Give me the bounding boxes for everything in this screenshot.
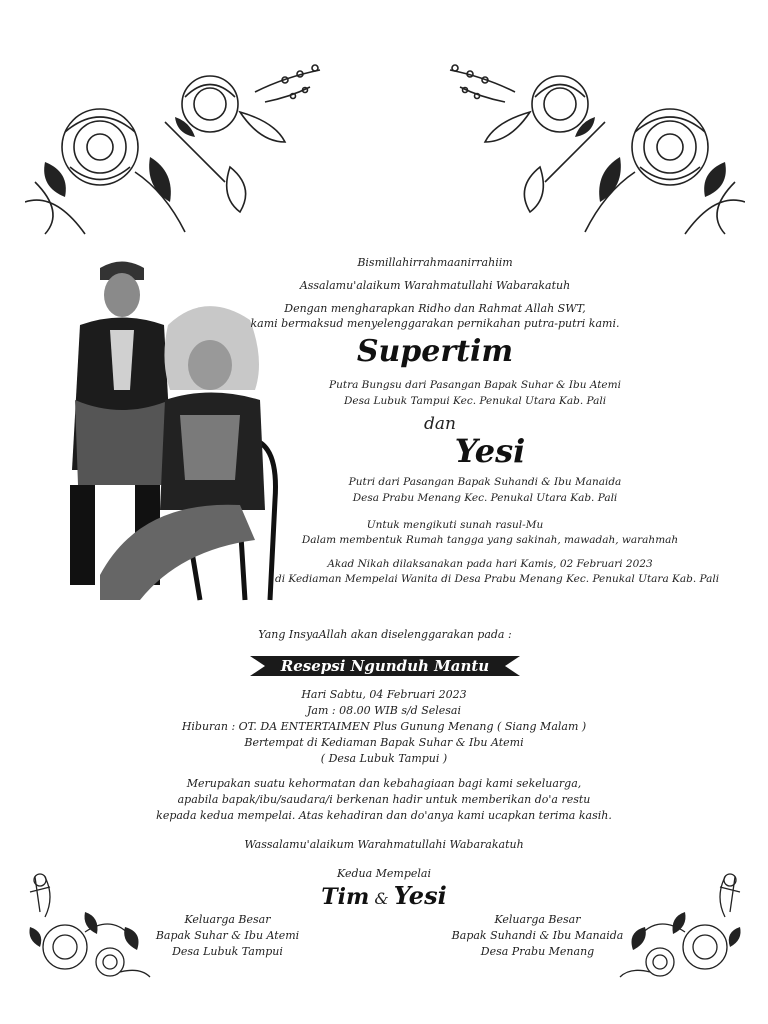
reception-time: Jam : 08.00 WIB s/d Selesai — [307, 704, 461, 717]
family-right-title: Keluarga Besar — [494, 913, 581, 926]
family-left-title: Keluarga Besar — [184, 913, 271, 926]
signature-lead: Kedua Mempelai — [337, 867, 431, 880]
closing-line-2: apabila bapak/ibu/saudara/i berkenan hadir untuk memberikan do'a restu — [177, 793, 591, 806]
intro-line-2: kami bermaksud menyelenggarakan pernikahan putra-putri kami. — [250, 317, 620, 330]
bride-parents: Putri dari Pasangan Bapak Suhandi & Ibu Manaida — [348, 476, 622, 488]
bismillah: Bismillahirrahmaanirrahiim — [357, 256, 513, 269]
floral-bottom-left — [25, 872, 155, 982]
family-right-place: Desa Prabu Menang — [480, 945, 595, 958]
bride-address: Desa Prabu Menang Kec. Penukal Utara Kab. Pali — [352, 492, 618, 504]
reception-banner-text: Resepsi Ngunduh Mantu — [280, 657, 490, 675]
floral-top-left — [25, 62, 335, 237]
signature-name-left: Tim — [321, 884, 370, 910]
closing-line-1: Merupakan suatu kehormatan dan kebahagiaan bagi kami sekeluarga, — [186, 777, 582, 790]
signature-name-right: Yesi — [393, 881, 447, 910]
akad-line-2: di Kediaman Mempelai Wanita di Desa Prabu Menang Kec. Penukal Utara Kab. Pali — [275, 573, 720, 585]
salam-open: Assalamu'alaikum Warahmatullahi Wabarakatuh — [299, 279, 571, 292]
purpose-line-1: Untuk mengikuti sunah rasul-Mu — [366, 519, 544, 531]
groom-address: Desa Lubuk Tampui Kec. Penukal Utara Kab. Pali — [343, 395, 607, 407]
reception-lead: Yang InsyaAllah akan diselenggarakan pada : — [258, 628, 512, 641]
connector-dan: dan — [424, 414, 456, 434]
reception-venue-2: ( Desa Lubuk Tampui ) — [320, 752, 448, 765]
intro-line-1: Dengan mengharapkan Ridho dan Rahmat Allah SWT, — [284, 302, 586, 315]
family-right-names: Bapak Suhandi & Ibu Manaida — [451, 929, 624, 942]
salam-close: Wassalamu'alaikum Warahmatullahi Wabarakatuh — [244, 838, 524, 851]
reception-venue-1: Bertempat di Kediaman Bapak Suhar & Ibu Atemi — [244, 736, 524, 749]
floral-top-right — [435, 62, 745, 237]
floral-bottom-right — [615, 872, 745, 982]
groom-name: Supertim — [356, 334, 514, 369]
family-left-place: Desa Lubuk Tampui — [172, 945, 283, 958]
signature-amp: & — [374, 889, 389, 908]
reception-day: Hari Sabtu, 04 Februari 2023 — [301, 688, 467, 701]
closing-line-3: kepada kedua mempelai. Atas kehadiran dan do'anya kami ucapkan terima kasih. — [156, 809, 612, 822]
groom-parents: Putra Bungsu dari Pasangan Bapak Suhar & Ibu Atemi — [329, 379, 621, 391]
purpose-line-2: Dalam membentuk Rumah tangga yang sakinah, mawadah, warahmah — [301, 534, 679, 546]
couple-photo — [40, 250, 280, 605]
reception-entertainment: Hiburan : OT. DA ENTERTAIMEN Plus Gunung Menang ( Siang Malam ) — [181, 720, 587, 733]
bride-name: Yesi — [454, 432, 526, 470]
akad-line-1: Akad Nikah dilaksanakan pada hari Kamis, 02 Februari 2023 — [327, 558, 653, 570]
family-left-names: Bapak Suhar & Ibu Atemi — [155, 929, 300, 942]
